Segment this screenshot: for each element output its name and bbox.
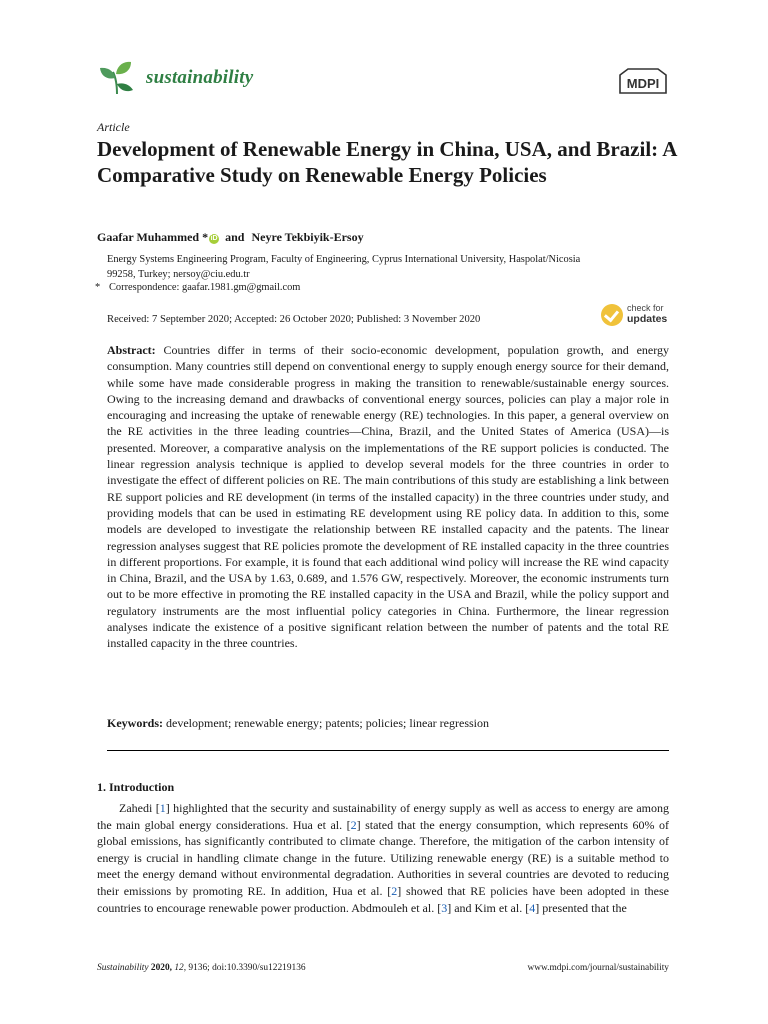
citation-link[interactable]: 2	[350, 817, 357, 832]
intro-paragraph	[97, 800, 669, 916]
check-updates-line1: check for	[627, 303, 664, 313]
footer-doi: 9136; doi:10.3390/su12219136	[188, 963, 306, 973]
correspondence-marker: *	[95, 282, 101, 293]
footer-volume: 12,	[174, 963, 187, 973]
correspondence	[95, 282, 301, 293]
keywords-label: Keywords:	[107, 716, 163, 730]
citation-link[interactable]: 3	[441, 900, 448, 915]
check-updates-line2: updates	[627, 313, 668, 325]
authors	[97, 230, 364, 245]
authors-connector: and	[225, 230, 245, 244]
intro-text: ] presented that the	[535, 900, 627, 915]
divider	[107, 750, 669, 751]
intro-text: ] showed that RE policies have been adopted in these countries to encourage renewable power production. Abdmouleh et al. [	[97, 883, 669, 915]
check-for-updates-badge[interactable]	[601, 302, 681, 330]
keywords-text: development; renewable energy; patents; policies; linear regression	[166, 716, 489, 730]
intro-text: ] stated that the energy consumption, which represents 60% of global emissions, has significantly contributed to climate change. Therefore, the mitigation of the carbon intensity of energy is crucial in handling climate change in the future. Utilizing renewable energy (RE) is a suitable method to meet the energy demand without environmental degradation. Authorities in several countries are devoted to reducing their emissions by promoting RE. In addition, Hua et al. [	[97, 817, 669, 898]
section-heading: 1. Introduction	[97, 780, 175, 794]
article-title: Development of Renewable Energy in China, USA, and Brazil: A Comparative Study on Renewable Energy Policies	[97, 137, 677, 187]
affiliation: Energy Systems Engineering Program, Faculty of Engineering, Cyprus International University, Haspolat/Nicosia 99258, Turkey; nersoy@ciu.edu.tr	[107, 254, 581, 280]
mdpi-logo-icon[interactable]	[614, 67, 672, 95]
keywords	[107, 716, 489, 731]
citation-link[interactable]: 4	[529, 900, 536, 915]
footer-citation	[97, 963, 306, 973]
abstract-label: Abstract:	[107, 343, 156, 357]
author-2[interactable]: Neyre Tekbiyik-Ersoy	[251, 230, 364, 244]
footer-journal: Sustainability	[97, 963, 149, 973]
orcid-icon[interactable]: iD	[210, 235, 218, 242]
article-type: Article	[97, 120, 130, 134]
sustainability-leaf-icon	[97, 58, 137, 98]
author-1[interactable]: Gaafar Muhammed *	[97, 230, 209, 244]
intro-text: Zahedi [	[119, 801, 160, 815]
abstract-text: Countries differ in terms of their socio-economic development, population growth, and energy consumption. Many countries still depend on conventional energy to supply enough energy source for their demand, while some have made considerable progress in making the transition to renewable/sustainable energy sources. Owing to the increasing demand and drawbacks of conventional energy sources, policies can play a major role in encouraging and increasing the uptake of renewable energy (RE) technologies. In this paper, a general overview on the RE activities in the three leading countries—China, Brazil, and the United States of America (USA)—is presented. Moreover, a comparative analysis on the implementations of the RE support policies is conducted. The linear regression analysis technique is applied to develop several models for the three countries in order to investigate the effect of different policies on RE. The main contributions of this study are establishing a link between RE support policies and RE development (in terms of the installed capacity) in the three countries under study, and providing models that can be used in estimating RE development using RE policy data. In addition to this, some models are developed to investigate the relationship between RE installed capacity and the patents. The linear regression analyses suggest that RE policies promote the development of RE installed capacity in the three countries in different proportions. For example, it is found that each additional wind policy will increase the RE wind capacity in China, Brazil, and the USA by 1.63, 0.689, and 1.576 GW, respectively. Moreover, the economic instruments turn out to be more effective in promoting the RE installed capacity in the USA and Brazil, while the policy support and regulatory instruments are the most influential policy categories in China. Furthermore, the linear regression analyses indicate the existence of a positive significant relation between the number of patents and the total RE installed capacity in the three countries.	[107, 343, 669, 651]
intro-text: ] and Kim et al. [	[447, 900, 530, 915]
footer-year: 2020,	[150, 963, 172, 973]
abstract	[107, 342, 669, 652]
correspondence-text: Correspondence: gaafar.1981.gm@gmail.com	[109, 282, 301, 293]
publisher-name: MDPI	[626, 76, 660, 91]
intro-text: ] highlighted that the security and sustainability of energy supply as well as access to energy are among the main global energy considerations. Hua et al. [	[97, 801, 669, 832]
journal-name[interactable]: sustainability	[146, 67, 254, 88]
citation-link[interactable]: 1	[159, 801, 166, 815]
publication-dates: Received: 7 September 2020; Accepted: 26 October 2020; Published: 3 November 2020	[107, 314, 481, 325]
check-updates-icon	[601, 304, 623, 326]
footer-url[interactable]: www.mdpi.com/journal/sustainability	[527, 963, 669, 973]
citation-link[interactable]: 2	[391, 883, 398, 898]
